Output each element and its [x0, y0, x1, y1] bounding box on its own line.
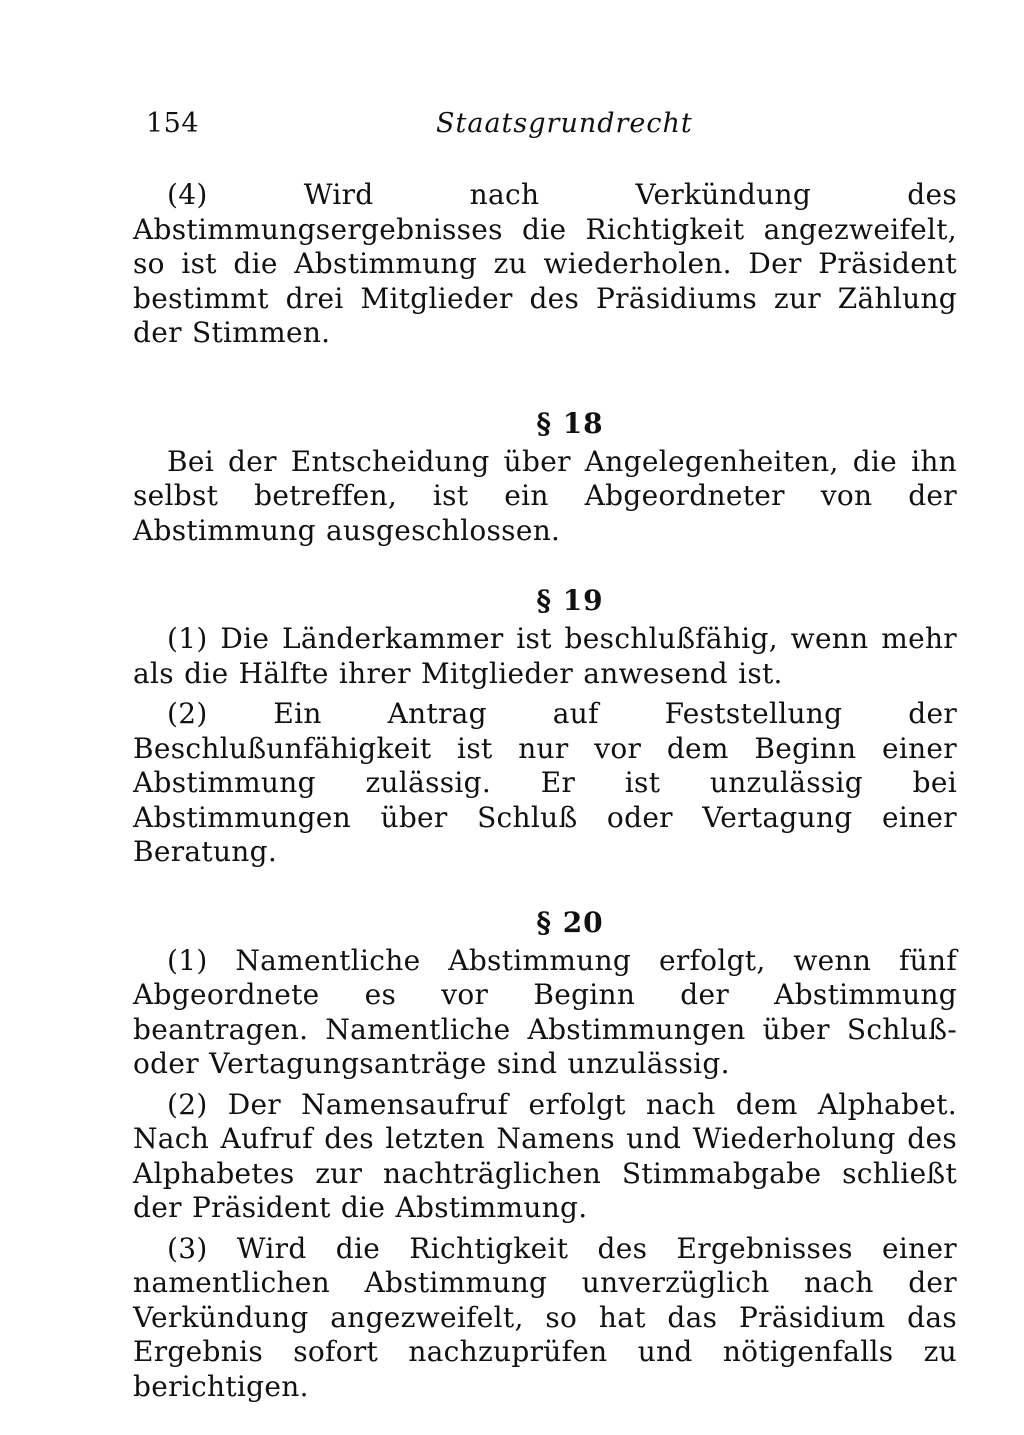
page-header [146, 108, 706, 148]
paragraph-19-2: (2) Ein Antrag auf Feststellung der Beschlußunfähigkeit ist nur vor dem Beginn einer Abstimmung zulässig. Er ist unzulässig bei Abstimmungen über Schluß oder Vertagung einer Beratung. [133, 697, 957, 868]
paragraph-20-2: (2) Der Namensaufruf erfolgt nach dem Alphabet. Nach Aufruf des letzten Namens und Wiederholung des Alphabetes zur nachträglichen Stimmabgabe schließt der Präsident die Abstimmung. [133, 1087, 957, 1224]
page-number: 154 [146, 108, 200, 139]
paragraph-20-1: (1) Namentliche Abstimmung erfolgt, wenn fünf Abgeordnete es vor Beginn der Abstimmung beantragen. Namentliche Abstimmungen über Schluß- oder Vertagungsanträge sind unzulässig. [133, 943, 957, 1080]
body-text [133, 178, 957, 1404]
paragraph-18: Bei der Entscheidung über Angelegenheiten, die ihn selbst betreffen, ist ein Abgeordneter von der Abstimmung ausgeschlossen. [133, 444, 957, 547]
paragraph-19-1: (1) Die Länderkammer ist beschlußfähig, wenn mehr als die Hälfte ihrer Mitglieder anwesend ist. [133, 622, 957, 690]
section-heading-18: § 18 [536, 406, 604, 440]
paragraph-17-4: (4) Wird nach Verkündung des Abstimmungsergebnisses die Richtigkeit angezweifelt, so ist die Abstimmung zu wiederholen. Der Präsident bestimmt drei Mitglieder des Präsidiums zur Zählung der Stimmen. [133, 178, 957, 349]
section-heading-19: § 19 [536, 584, 604, 617]
paragraph-20-3: (3) Wird die Richtigkeit des Ergebnisses einer namentlichen Abstimmung unverzüglich nach der Verkündung angezweifelt, so hat das Präsidium das Ergebnis sofort nachzuprüfen und nötigenfalls zu berichtigen. [133, 1231, 957, 1403]
section-heading-20: § 20 [536, 905, 604, 939]
running-title: Staatsgrundrecht [436, 108, 693, 139]
